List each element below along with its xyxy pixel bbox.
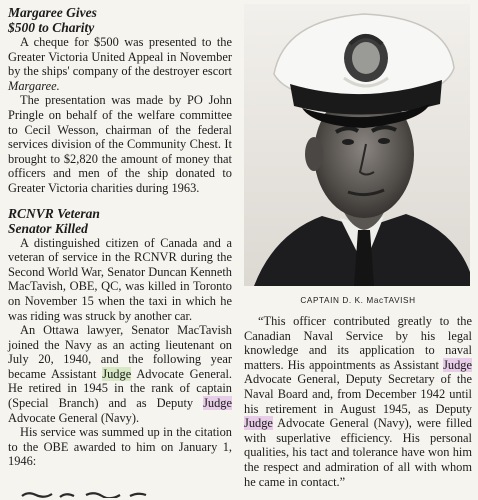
officer-portrait-image <box>244 4 470 286</box>
senator-paragraph-1: A distinguished citizen of Canada and a veteran of service in the RCNVR during the Second World War, Senator Duncan Kenneth MacTavish, OBE, QC, was killed in Toronto on November 15 when the taxi in which he was riding was struck by another car. <box>8 235 232 323</box>
senator-paragraph-2: An Ottawa lawyer, Senator MacTavish joined the Navy as an acting lieutenant on July 20, 1940, and the following year became Assistant Judge Advocate General. He retired in 1945 in the rank of captain (Special Branch) and as Deputy Judge Advocate General (Navy). <box>8 323 232 425</box>
torn-text-fragment <box>8 488 233 500</box>
highlight-judge: Judge <box>203 396 232 411</box>
headline-margaree: Margaree Gives $500 to Charity <box>8 5 97 35</box>
senator-paragraph-3: His service was summed up in the citation to the OBE awarded to him on January 1, 1946: <box>8 425 232 469</box>
highlight-judge: Judge <box>244 416 273 431</box>
portrait-photo <box>244 4 470 286</box>
right-column <box>244 0 472 489</box>
obe-citation-quote: “This officer contributed greatly to the Canadian Naval Service by his legal knowledge and its application to naval matters. His appointments as Assistant Judge Advocate General, Deputy Secretary of the Naval Board and, from December 1942 until his retirement in August 1945, as Deputy Judge Advocate General (Navy), were filled with superlative efficiency. His personal qualities, his tact and tolerance have won him the respect and admiration of all with whom he came in contact.” <box>244 314 472 489</box>
left-column <box>8 0 232 469</box>
margaree-paragraph-2: The presentation was made by PO John Pringle on behalf of the welfare committee to Cecil Wesson, chairman of the federal services division of the Community Chest. It brought to $2,820 the amount of money that officers and men of the ship donated to Greater Victoria charities during 1963. <box>8 93 232 195</box>
highlight-judge: Judge <box>102 366 132 381</box>
headline-senator: RCNVR Veteran Senator Killed <box>8 205 100 236</box>
margaree-paragraph-1: A cheque for $500 was presented to the Greater Victoria United Appeal in November by the ships' company of the destroyer escort Margaree. <box>8 35 232 93</box>
photo-caption: CAPTAIN D. K. MacTAVISH <box>300 296 416 305</box>
highlight-judge: Judge <box>443 357 472 372</box>
ship-name: Margaree. <box>8 78 60 93</box>
